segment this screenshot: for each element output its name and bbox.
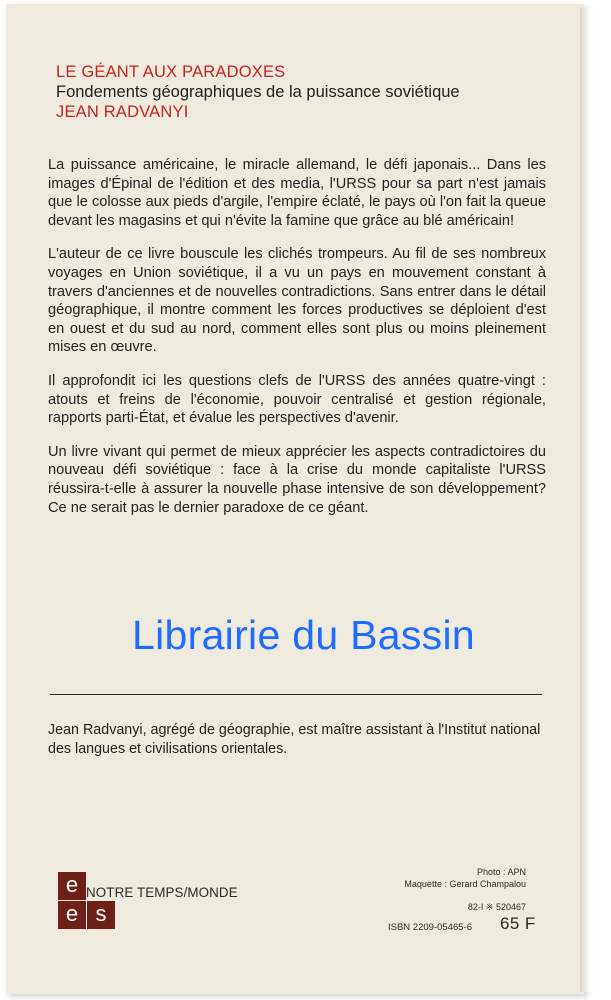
book-subtitle: Fondements géographiques de la puissance soviétique	[56, 83, 460, 101]
book-author: JEAN RADVANYI	[56, 103, 189, 121]
credits	[346, 866, 526, 890]
title-block	[56, 62, 576, 122]
bookshop-watermark: Librairie du Bassin	[132, 612, 475, 658]
logo-square-bottom-left: e	[58, 901, 86, 929]
publisher-logo	[58, 870, 116, 930]
divider-rule	[50, 694, 542, 695]
blurb-paragraph: Un livre vivant qui permet de mieux apprécier les aspects contradictoires du nouveau défi soviétique : face à la crise du monde capitaliste l'URSS réussira-t-elle à assurer la nouvelle phase intensive de son développement? Ce ne serait pas le dernier paradoxe de ce géant.	[48, 443, 546, 516]
series-name: NOTRE TEMPS/MONDE	[86, 885, 238, 900]
author-bio: Jean Radvanyi, agrégé de géographie, est maître assistant à l'Institut national des langues et civilisations orientales.	[48, 722, 541, 757]
design-credit: Maquette : Gerard Champalou	[404, 879, 526, 889]
book-title: LE GÉANT AUX PARADOXES	[56, 63, 286, 81]
isbn: ISBN 2209-05465-6	[388, 922, 472, 933]
catalog-code: 82-I ※ 520467	[467, 902, 526, 912]
cover-edge-shadow	[580, 8, 590, 992]
blurb-paragraph: L'auteur de ce livre bouscule les clichés trompeurs. Au fil de ses nombreux voyages en Union soviétique, il a vu un pays en mouvement constant à travers d'anciennes et de nouvelles contradictions. Sans entrer dans le détail géographique, il montre comment les forces productives se déploient d'est en ouest et du sud au nord, comment elles sont plus ou moins pleinement mises en œuvre.	[48, 246, 546, 356]
blurb-paragraph: Il approfondit ici les questions clefs de l'URSS des années quatre-vingt : atouts et freins de l'économie, pouvoir centralisé et gestion régionale, rapports parti-État, et évalue les perspectives d'avenir.	[48, 372, 546, 427]
price: 65 F	[500, 914, 536, 933]
blurb-paragraph: La puissance américaine, le miracle allemand, le défi japonais... Dans les images d'Épinal de l'édition et des media, l'URSS pour sa part n'est jamais que le colosse aux pieds d'argile, l'empire éclaté, le pays où l'on fait la queue devant les magasins et qui n'évite la famine que grâce au blé américain!	[48, 157, 546, 229]
logo-square-top: e	[58, 872, 86, 900]
blurb	[48, 156, 546, 532]
photo-credit: Photo : APN	[476, 867, 526, 877]
logo-square-bottom-right: s	[87, 901, 115, 929]
